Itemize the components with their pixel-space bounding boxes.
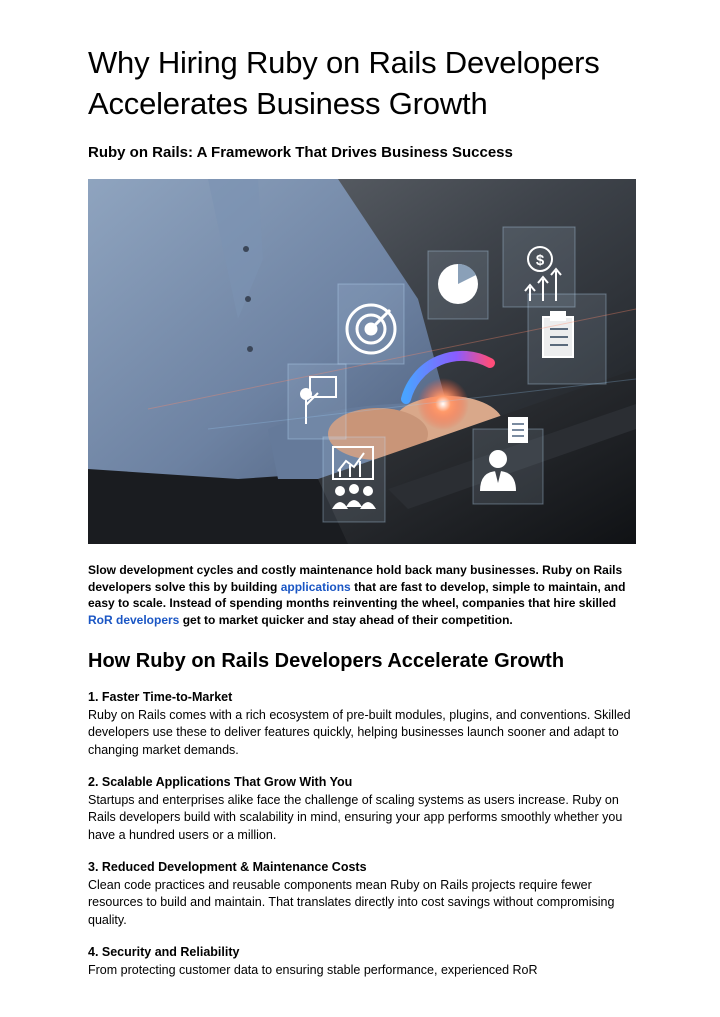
section-title: 2. Scalable Applications That Grow With You bbox=[88, 775, 353, 789]
intro-paragraph bbox=[88, 562, 636, 628]
applications-link[interactable]: applications bbox=[280, 579, 351, 594]
clipboard-icon bbox=[543, 312, 573, 357]
section-title: 1. Faster Time-to-Market bbox=[88, 690, 233, 704]
section-item bbox=[88, 774, 636, 844]
pie-chart-icon bbox=[438, 264, 478, 304]
section-item bbox=[88, 859, 636, 929]
document-icon bbox=[508, 417, 528, 443]
page-subtitle: Ruby on Rails: A Framework That Drives Business Success bbox=[88, 144, 513, 161]
section-title: 3. Reduced Development & Maintenance Costs bbox=[88, 860, 367, 874]
section-body: Ruby on Rails comes with a rich ecosystem of pre-built modules, plugins, and conventions. Skilled developers use these to deliver features quickly, helping businesses launch sooner and adapt to changing market demands. bbox=[88, 707, 631, 757]
svg-text:$: $ bbox=[535, 252, 545, 269]
intro-text-2: that are fast to develop, simple to maintain, and easy to scale. Instead of spending months reinventing the wheel, companies that hire skilled bbox=[88, 579, 626, 611]
hero-image bbox=[88, 179, 636, 544]
intro-text-3: get to market quicker and stay ahead of their competition. bbox=[179, 612, 513, 627]
section-heading: How Ruby on Rails Developers Accelerate Growth bbox=[88, 650, 565, 672]
section-body: Startups and enterprises alike face the challenge of scaling systems as users increase. Ruby on Rails developers build with scalability in mind, ensuring your app performs smoothly whether you have a hundred users or a million. bbox=[88, 792, 623, 842]
page-title: Why Hiring Ruby on Rails Developers Accelerates Business Growth bbox=[88, 45, 600, 121]
section-item bbox=[88, 689, 636, 759]
section-body: From protecting customer data to ensuring stable performance, experienced RoR bbox=[88, 962, 538, 977]
section-body: Clean code practices and reusable components mean Ruby on Rails projects require fewer resources to build and maintain. That translates directly into cost savings without compromising quality. bbox=[88, 877, 615, 927]
ror-developers-link[interactable]: RoR developers bbox=[88, 612, 180, 627]
intro-text-1: Slow development cycles and costly maintenance hold back many businesses. Ruby on Rails developers solve this by building bbox=[88, 563, 623, 594]
section-title: 4. Security and Reliability bbox=[88, 945, 240, 959]
section-item bbox=[88, 944, 636, 979]
